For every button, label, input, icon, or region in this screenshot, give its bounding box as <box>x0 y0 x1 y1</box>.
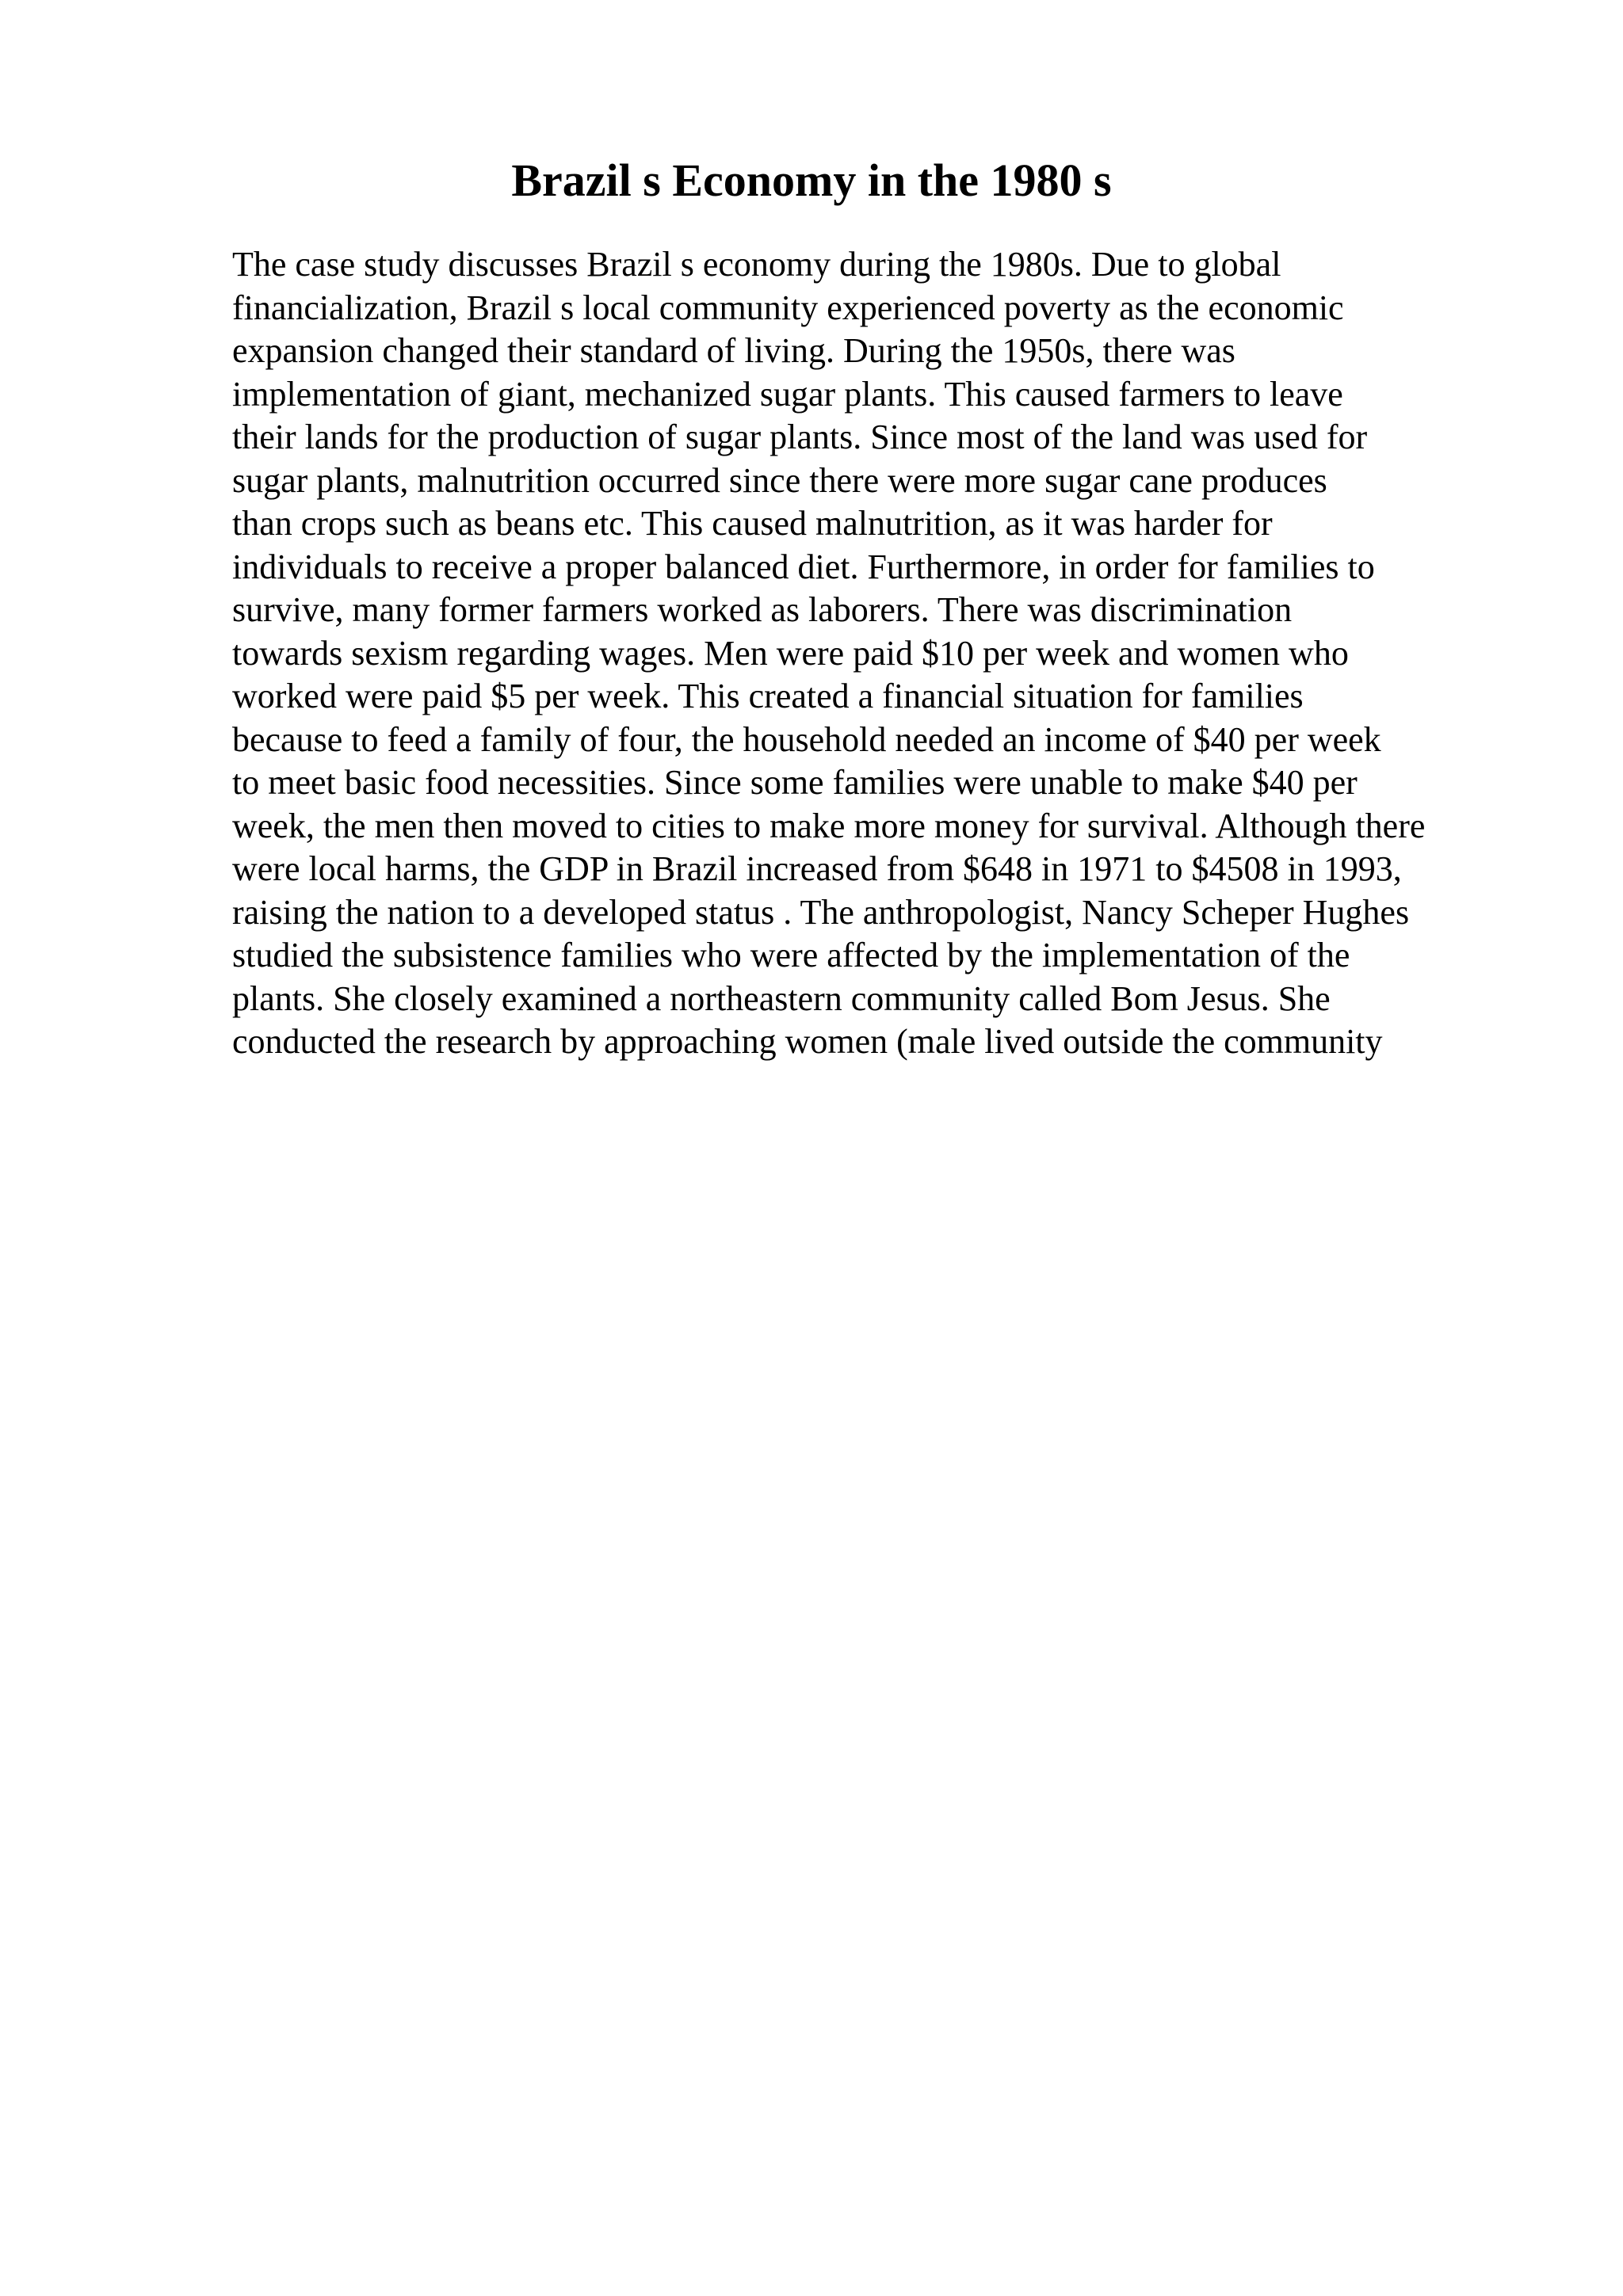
document-title: Brazil s Economy in the 1980 s <box>511 154 1112 206</box>
body-line-10: towards sexism regarding wages. Men were paid $10 per week and women who <box>232 633 1349 673</box>
body-line-18: plants. She closely examined a northeastern community called Bom Jesus. She <box>232 978 1331 1018</box>
body-line-3: expansion changed their standard of living. During the 1950s, there was <box>232 331 1235 370</box>
body-line-1: The case study discusses Brazil s economy during the 1980s. Due to global <box>232 245 1281 284</box>
body-line-11: worked were paid $5 per week. This created a financial situation for families <box>232 677 1304 715</box>
body-line-8: individuals to receive a proper balanced diet. Furthermore, in order for families to <box>232 547 1375 586</box>
body-line-15: were local harms, the GDP in Brazil increased from $648 in 1971 to $4508 in 1993, <box>232 849 1402 888</box>
body-line-16: raising the nation to a developed status . The anthropologist, Nancy Scheper Hughes <box>232 892 1410 932</box>
body-line-14: week, the men then moved to cities to make more money for survival. Although there <box>232 806 1426 845</box>
body-line-19: conducted the research by approaching women (male lived outside the community <box>232 1022 1383 1061</box>
document-body <box>232 243 1595 1064</box>
body-line-12: because to feed a family of four, the household needed an income of $40 per week <box>232 719 1381 759</box>
body-line-13: to meet basic food necessities. Since some families were unable to make $40 per <box>232 763 1358 802</box>
body-line-7: than crops such as beans etc. This caused malnutrition, as it was harder for <box>232 504 1273 543</box>
body-line-4: implementation of giant, mechanized sugar plants. This caused farmers to leave <box>232 374 1343 414</box>
body-line-2: financialization, Brazil s local community experienced poverty as the economic <box>232 288 1344 327</box>
body-line-5: their lands for the production of sugar plants. Since most of the land was used for <box>232 418 1368 456</box>
body-line-6: sugar plants, malnutrition occurred since there were more sugar cane produces <box>232 460 1327 500</box>
body-line-9: survive, many former farmers worked as laborers. There was discrimination <box>232 590 1293 629</box>
body-line-17: studied the subsistence families who were affected by the implementation of the <box>232 936 1350 974</box>
